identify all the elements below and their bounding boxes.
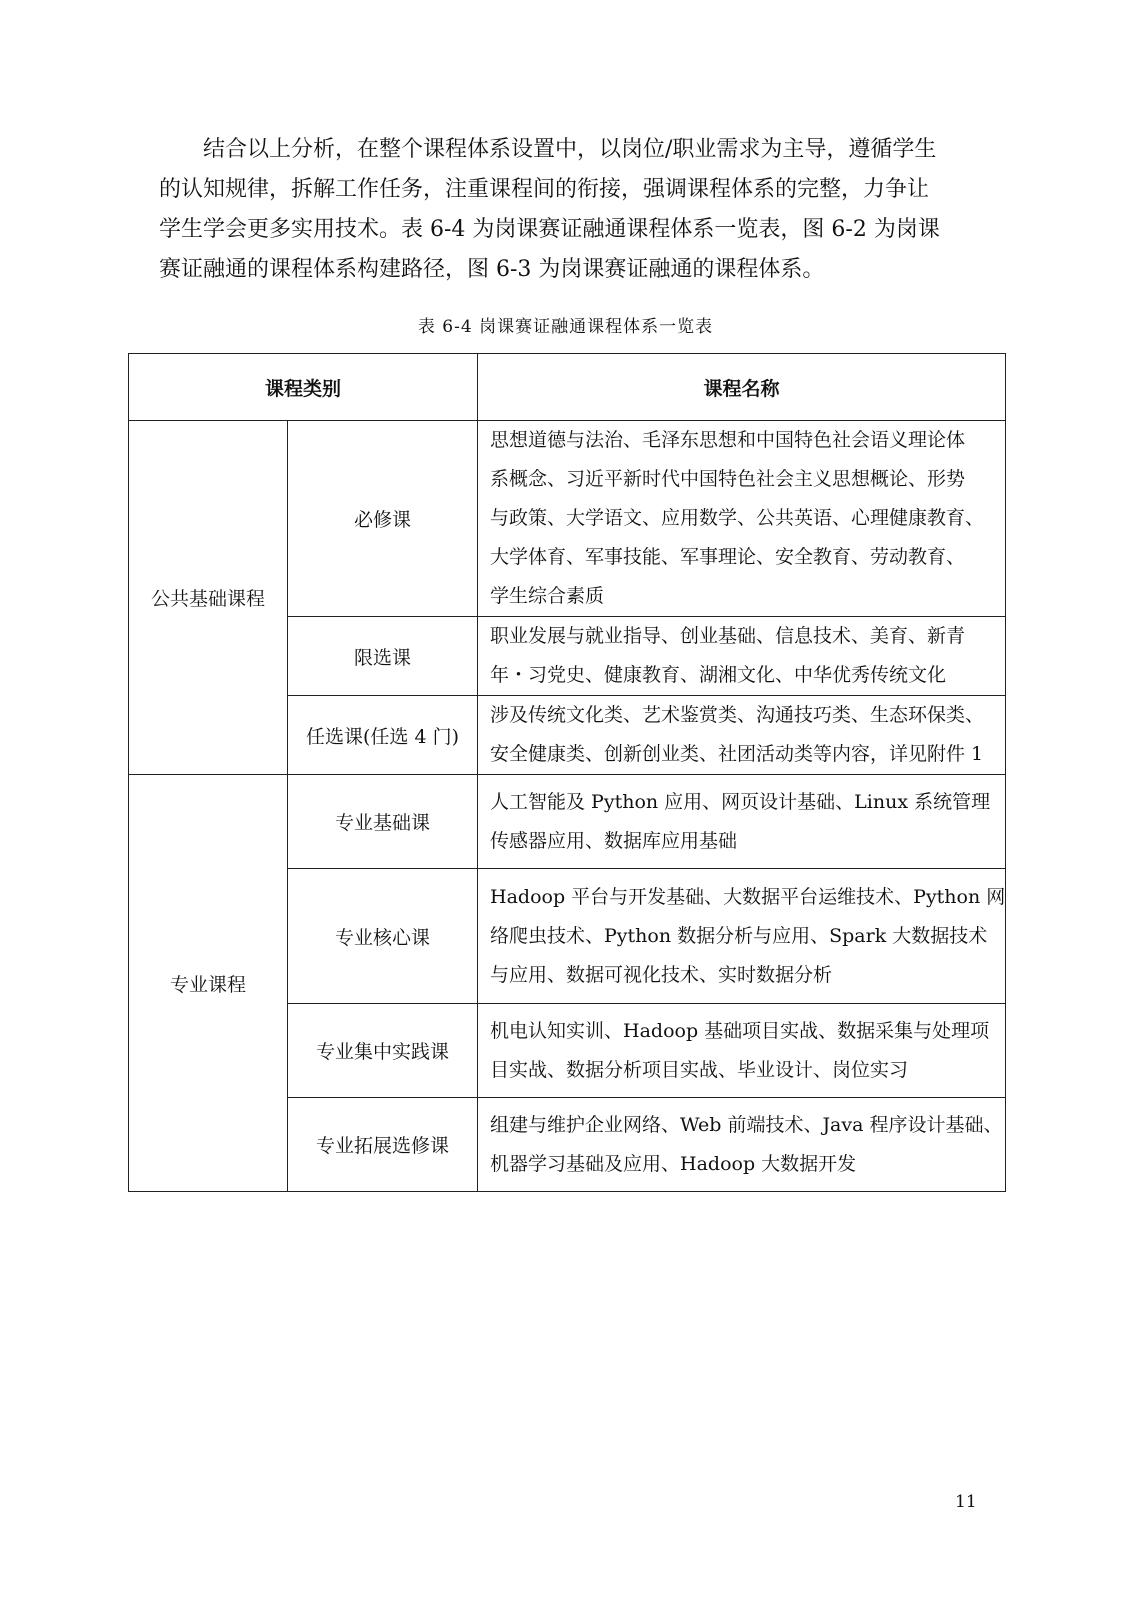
course-names-line: 机电认知实训、Hadoop 基础项目实战、数据采集与处理项: [490, 1019, 990, 1042]
table-caption: 表 6-4 岗课赛证融通课程体系一览表: [417, 317, 714, 337]
course-names-line: 组建与维护企业网络、Web 前端技术、Java 程序设计基础、: [490, 1113, 1003, 1136]
course-names-line: Hadoop 平台与开发基础、大数据平台运维技术、Python 网: [490, 885, 1006, 908]
intro-line: 的认知规律，拆解工作任务，注重课程间的衔接，强调课程体系的完整，力争让: [159, 177, 930, 202]
table-header-row: [129, 354, 1006, 421]
intro-line: 学生学会更多实用技术。表 6-4 为岗课赛证融通课程体系一览表，图 6-2 为岗课: [159, 217, 940, 242]
course-names-line: 系概念、习近平新时代中国特色社会主义思想概论、形势: [490, 468, 966, 490]
course-names-line: 传感器应用、数据库应用基础: [490, 829, 738, 852]
intro-line: 赛证融通的课程体系构建路径，图 6-3 为岗课赛证融通的课程体系。: [159, 257, 825, 282]
table-row: [129, 421, 1006, 617]
intro-paragraph: [159, 130, 999, 290]
category-cell: 专业课程: [129, 775, 288, 1192]
course-system-table: [128, 353, 1006, 1192]
course-names-cell: [478, 775, 1006, 869]
course-names-line: 机器学习基础及应用、Hadoop 大数据开发: [490, 1152, 857, 1175]
course-names-line: 大学体育、军事技能、军事理论、安全教育、劳动教育、: [490, 546, 966, 568]
course-names-line: 与应用、数据可视化技术、实时数据分析: [490, 963, 833, 986]
header-course-name: 课程名称: [478, 354, 1006, 421]
course-names-cell: [478, 1004, 1006, 1098]
category-cell: 公共基础课程: [129, 421, 288, 775]
course-type-cell: 专业基础课: [288, 775, 478, 869]
course-names-line: 职业发展与就业指导、创业基础、信息技术、美育、新青: [490, 625, 966, 647]
course-names-line: 与政策、大学语文、应用数学、公共英语、心理健康教育、: [490, 507, 985, 529]
course-type-cell: 任选课(任选 4 门): [288, 696, 478, 775]
course-names-line: 思想道德与法治、毛泽东思想和中国特色社会语义理论体: [490, 429, 966, 451]
course-names-cell: [478, 869, 1006, 1004]
course-names-line: 年・习党史、健康教育、湖湘文化、中华优秀传统文化: [490, 664, 947, 686]
course-names-line: 学生综合素质: [490, 585, 605, 607]
course-names-line: 络爬虫技术、Python 数据分析与应用、Spark 大数据技术: [490, 924, 988, 947]
course-type-cell: 专业核心课: [288, 869, 478, 1004]
table-row: [129, 775, 1006, 869]
course-names-line: 人工智能及 Python 应用、网页设计基础、Linux 系统管理: [490, 790, 991, 813]
course-type-cell: 必修课: [288, 421, 478, 617]
course-type-cell: 限选课: [288, 617, 478, 696]
course-type-cell: 专业拓展选修课: [288, 1098, 478, 1192]
page-number: 11: [955, 1492, 977, 1512]
course-names-line: 目实战、数据分析项目实战、毕业设计、岗位实习: [490, 1058, 909, 1081]
course-names-cell: [478, 1098, 1006, 1192]
course-names-cell: [478, 617, 1006, 696]
header-course-category: 课程类别: [129, 354, 478, 421]
course-names-line: 涉及传统文化类、艺术鉴赏类、沟通技巧类、生态环保类、: [490, 704, 985, 726]
course-type-cell: 专业集中实践课: [288, 1004, 478, 1098]
course-names-cell: [478, 696, 1006, 775]
course-names-line: 安全健康类、创新创业类、社团活动类等内容，详见附件 1: [490, 743, 984, 765]
course-names-cell: [478, 421, 1006, 617]
intro-line: 结合以上分析，在整个课程体系设置中，以岗位/职业需求为主导，遵循学生: [203, 137, 937, 162]
